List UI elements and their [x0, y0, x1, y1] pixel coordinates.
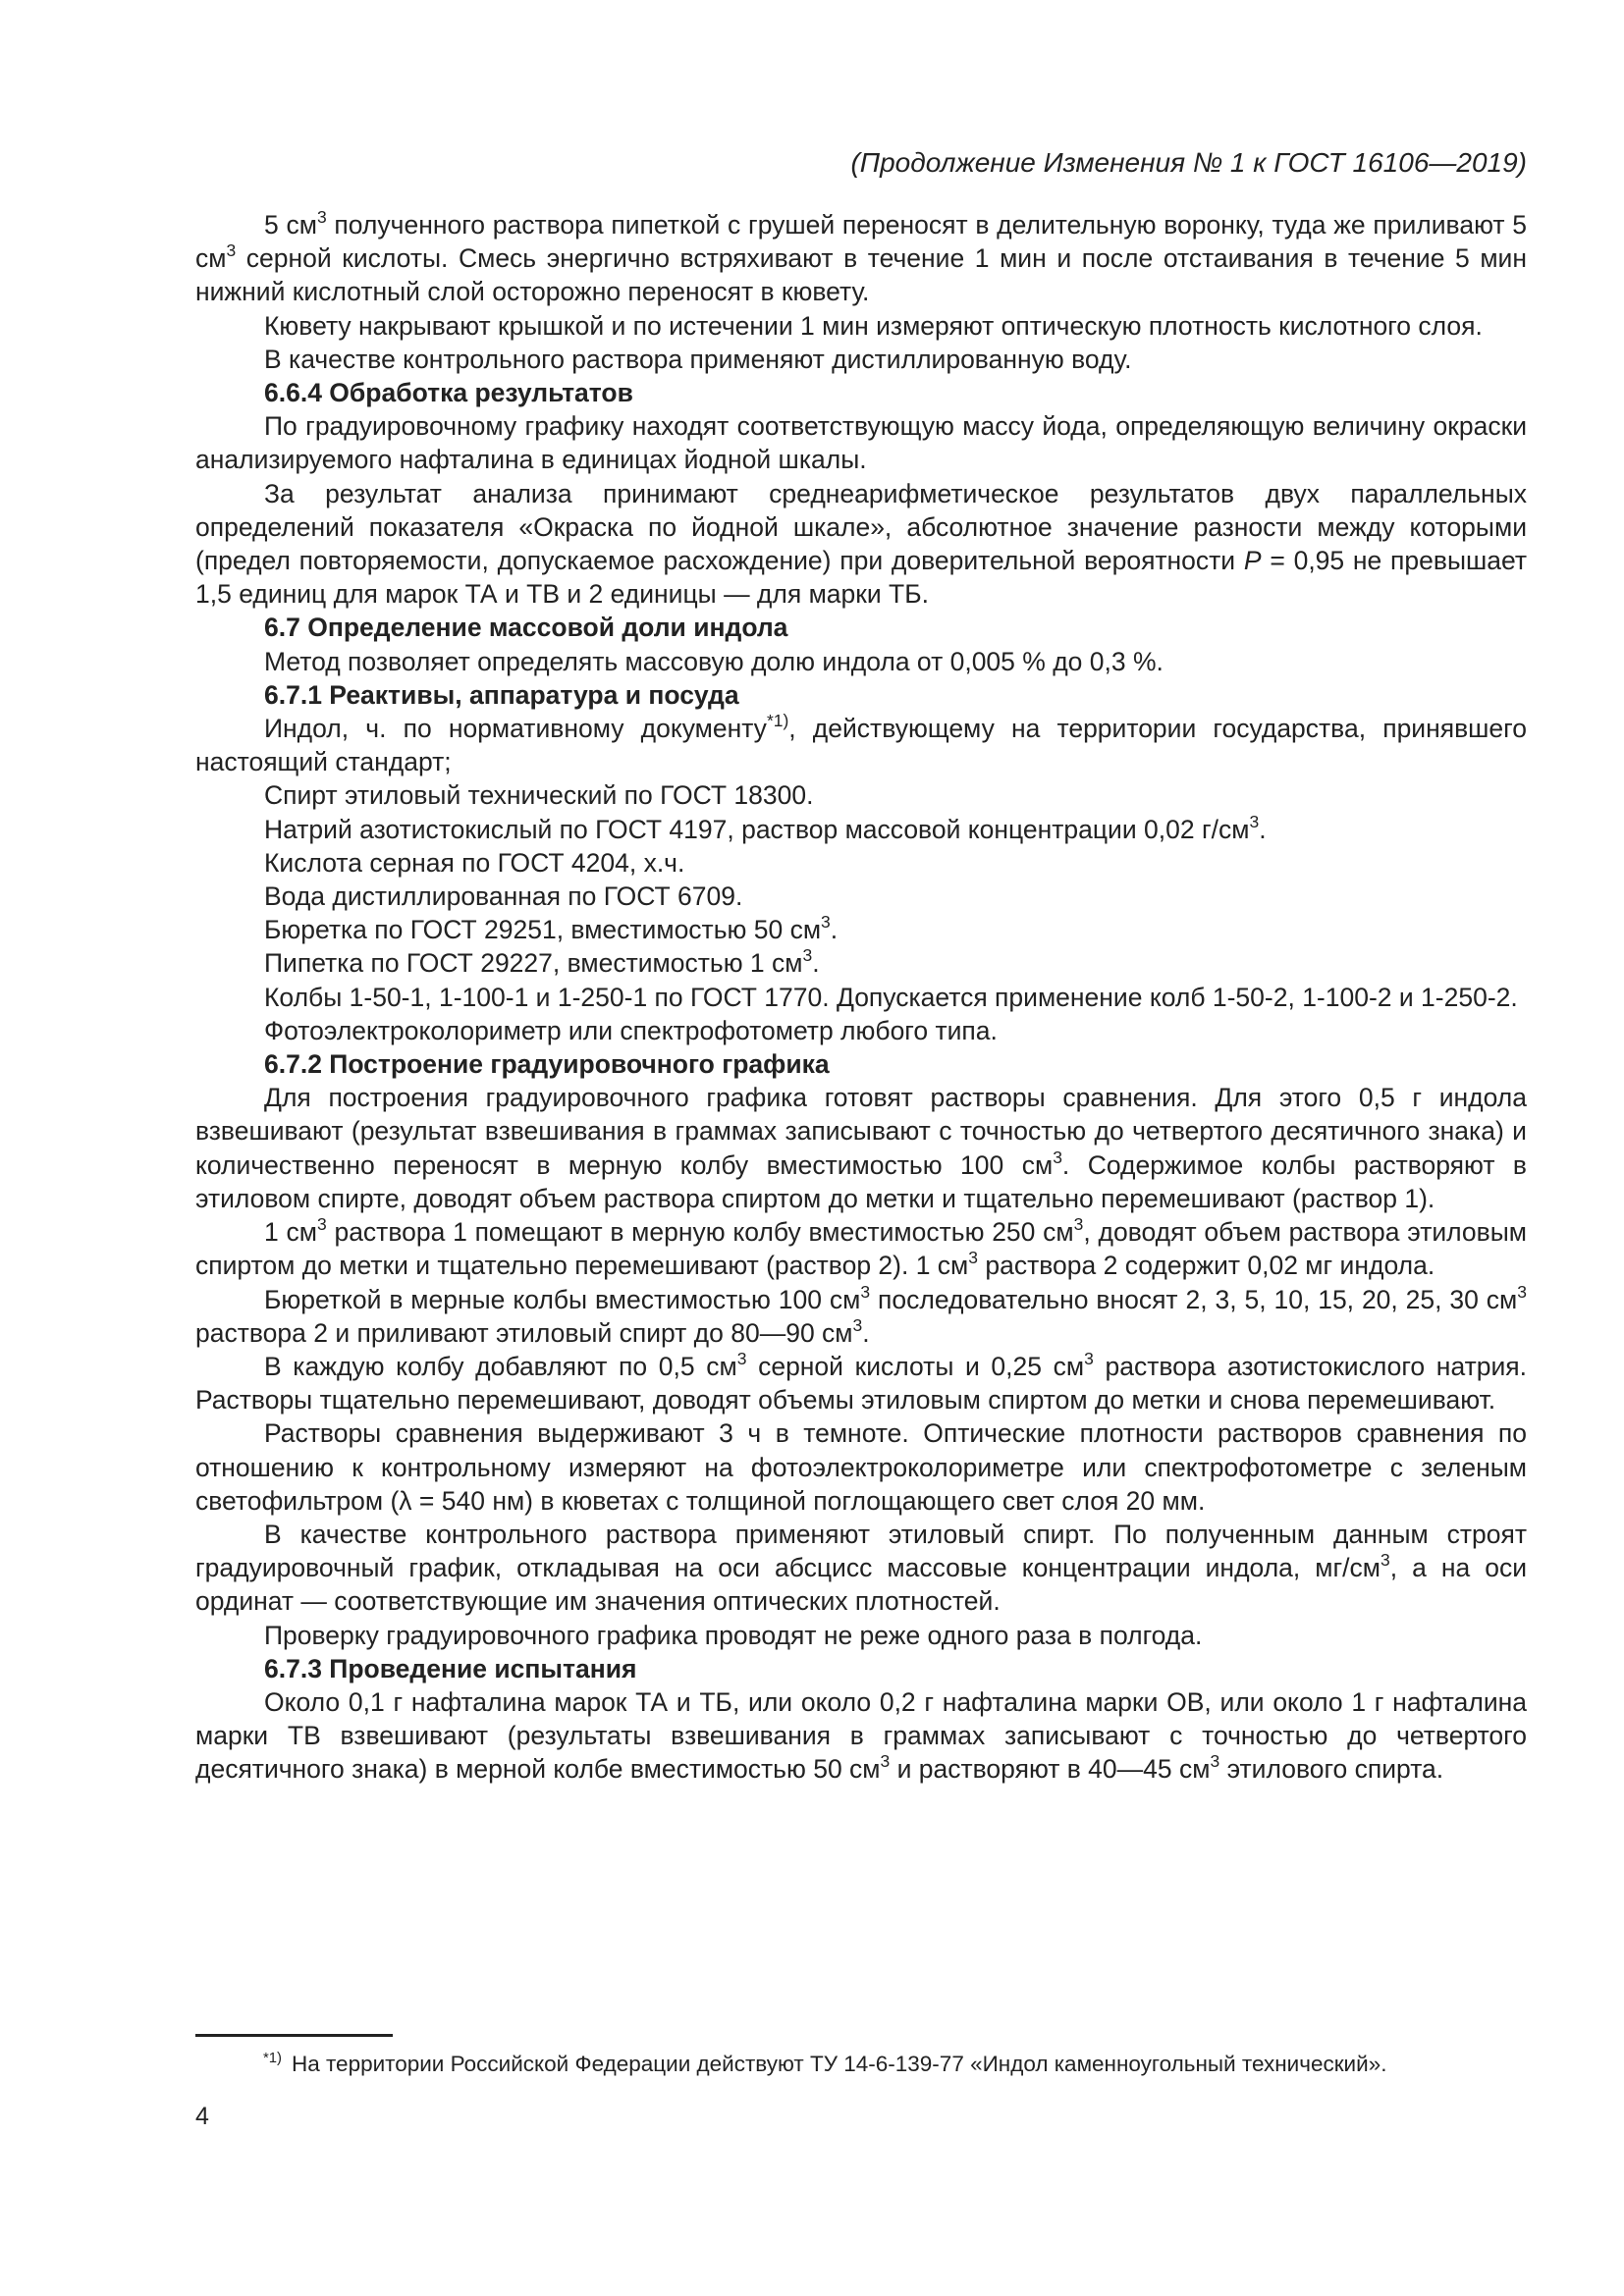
paragraph: Около 0,1 г нафталина марок ТА и ТБ, или около 0,2 г нафталина марки ОВ, или около 1 г нафталина марки ТВ взвешивают (результаты взвешивания в граммах записывают с точностью до четвертого десятичного знака) в мерной колбе вместимостью 50 $см^3$ и растворяют в 40—45 $см^3$ этилового спирта.: [195, 1686, 1527, 1785]
paragraph: Кювету накрывают крышкой и по истечении 1 мин измеряют оптическую плотность кислотного слоя.: [264, 310, 1483, 341]
paragraph: Бюреткой в мерные колбы вместимостью 100 $см^3$ последовательно вносят 2, 3, 5, 10, 15, 20, 25, 30 $см^3$ раствора 2 и приливают этиловый спирт до 80—90 $см^3$.: [195, 1281, 1527, 1348]
paragraph: Метод позволяет определять массовую долю индола от 0,005 % до 0,3 %.: [264, 646, 1164, 676]
paragraph: Фотоэлектроколориметр или спектрофотометр любого типа.: [264, 1015, 998, 1045]
paragraph: 1 $см^3$ раствора 1 помещают в мерную колбу вместимостью 250 $см^3$, доводят объем раствора этиловым спиртом до метки и тщательно перемешивают (раствор 2). 1 $см^3$ раствора 2 содержит 0,02 мг индола.: [195, 1214, 1527, 1281]
section-heading-6-7-3: 6.7.3 Проведение испытания: [264, 1653, 637, 1683]
section-heading-6-6-4: 6.6.4 Обработка результатов: [264, 378, 633, 408]
footnote-text: На территории Российской Федерации действуют ТУ 14-6-139-77 «Индол каменноугольный технический».: [291, 2052, 1387, 2076]
paragraph: Пипетка по ГОСТ 29227, вместимостью 1 $см^3$.: [264, 945, 820, 979]
document-body: [195, 208, 1527, 1787]
footnote-separator: [195, 2034, 393, 2037]
footnote-reference: *1): [766, 711, 789, 731]
paragraph: Растворы сравнения выдерживают 3 ч в темноте. Оптические плотности растворов сравнения по отношению к контрольному измеряют на фотоэлектроколориметре или спектрофотометре с зеленым светофильтром (λ = 540 нм) в кюветах с толщиной поглощающего свет слоя 20 мм.: [195, 1418, 1527, 1516]
paragraph: Спирт этиловый технический по ГОСТ 18300.: [264, 780, 814, 811]
paragraph: Кислота серная по ГОСТ 4204, х.ч.: [264, 847, 685, 878]
paragraph: Колбы 1-50-1, 1-100-1 и 1-250-1 по ГОСТ 1770. Допускается применение колб 1-50-2, 1-100-2 и 1-250-2.: [264, 982, 1518, 1012]
paragraph: В каждую колбу добавляют по 0,5 $см^3$ серной кислоты и 0,25 $см^3$ раствора азотистокислого натрия. Растворы тщательно перемешивают, доводят объемы этиловым спиртом до метки и снова перемешивают.: [195, 1349, 1527, 1415]
paragraph: Для построения градуировочного графика готовят растворы сравнения. Для этого 0,5 г индола взвешивают (результат взвешивания в граммах записывают с точностью до четвертого десятичного знака) и количественно переносят в мерную колбу вместимостью 100 $см^3$. Содержимое колбы растворяют в этиловом спирте, доводят объем раствора спиртом до метки и тщательно перемешивают (раствор 1).: [195, 1083, 1527, 1213]
paragraph: Вода дистиллированная по ГОСТ 6709.: [264, 881, 743, 912]
paragraph: За результат анализа принимают среднеарифметическое результатов двух параллельных определений показателя «Окраска по йодной шкале», абсолютное значение разности между которыми (предел повторяемости, допускаемое расхождение) при доверительной вероятности P = 0,95 не превышает 1,5 единиц для марок ТА и ТВ и 2 единицы — для марки ТБ.: [195, 478, 1527, 610]
paragraph: Натрий азотистокислый по ГОСТ 4197, раствор массовой концентрации 0,02 $г/см^3$.: [264, 811, 1267, 844]
paragraph: Бюретка по ГОСТ 29251, вместимостью 50 $см^3$.: [264, 912, 839, 945]
page-number: 4: [195, 2103, 209, 2130]
paragraph: По градуировочному графику находят соответствующую массу йода, определяющую величину окраски анализируемого нафталина в единицах йодной шкалы.: [195, 411, 1527, 475]
footnote: [263, 2050, 1530, 2079]
paragraph: Проверку градуировочного графика проводят не реже одного раза в полгода.: [264, 1620, 1203, 1650]
paragraph: В качестве контрольного раствора применяют дистиллированную воду.: [264, 344, 1132, 374]
section-heading-6-7: 6.7 Определение массовой доли индола: [264, 613, 788, 643]
paragraph: В качестве контрольного раствора применяют этиловый спирт. По полученным данным строят градуировочный график, откладывая на оси абсцисс массовые концентрации индола, $мг/см^3$, а на оси ординат — соответствующие им значения оптических плотностей.: [195, 1519, 1527, 1617]
running-header: (Продолжение Изменения № 1 к ГОСТ 16106—2019): [850, 147, 1527, 178]
paragraph: 5 $см^3$ полученного раствора пипеткой с грушей переносят в делительную воронку, туда же приливают 5 $см^3$ серной кислоты. Смесь энергично встряхивают в течение 1 мин и после отстаивания в течение 5 мин нижний кислотный слой осторожно переносят в кювету.: [195, 207, 1527, 307]
section-heading-6-7-1: 6.7.1 Реактивы, аппаратура и посуда: [264, 679, 739, 710]
footnote-mark: *1): [263, 2050, 282, 2066]
section-heading-6-7-2: 6.7.2 Построение градуировочного графика: [264, 1049, 830, 1080]
paragraph: Индол, ч. по нормативному документу$^{*1)}$, действующему на территории государства, принявшего настоящий стандарт;: [195, 711, 1527, 777]
